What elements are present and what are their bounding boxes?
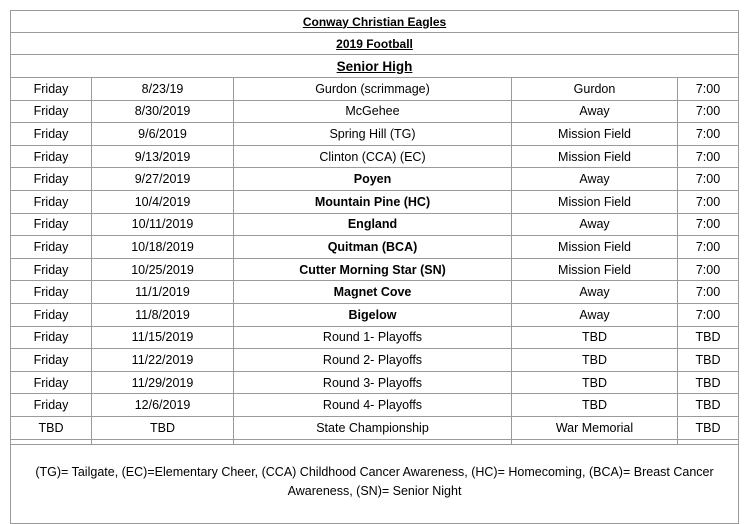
schedule-row <box>11 281 739 304</box>
game-time: TBD <box>678 371 739 394</box>
game-opponent: Bigelow <box>234 303 512 326</box>
game-location: TBD <box>512 326 678 349</box>
game-location: Away <box>512 213 678 236</box>
game-day: Friday <box>11 145 92 168</box>
game-location: War Memorial <box>512 416 678 439</box>
game-day: Friday <box>11 78 92 101</box>
game-date: TBD <box>92 416 234 439</box>
game-opponent: Gurdon (scrimmage) <box>234 78 512 101</box>
level-title: Senior High <box>11 55 739 78</box>
game-day: Friday <box>11 213 92 236</box>
game-date: 11/1/2019 <box>92 281 234 304</box>
game-opponent: McGehee <box>234 100 512 123</box>
game-date: 11/22/2019 <box>92 349 234 372</box>
schedule-row <box>11 371 739 394</box>
game-day: Friday <box>11 123 92 146</box>
schedule-row <box>11 326 739 349</box>
legend-row <box>11 444 739 523</box>
game-date: 11/29/2019 <box>92 371 234 394</box>
school-title: Conway Christian Eagles <box>11 11 739 33</box>
game-date: 11/8/2019 <box>92 303 234 326</box>
game-time: 7:00 <box>678 145 739 168</box>
game-opponent: Round 1- Playoffs <box>234 326 512 349</box>
game-opponent: Poyen <box>234 168 512 191</box>
game-location: TBD <box>512 371 678 394</box>
schedule-row <box>11 394 739 417</box>
game-time: TBD <box>678 394 739 417</box>
game-time: 7:00 <box>678 213 739 236</box>
game-time: 7:00 <box>678 303 739 326</box>
schedule-table <box>10 10 739 524</box>
schedule-row <box>11 145 739 168</box>
game-date: 9/6/2019 <box>92 123 234 146</box>
game-time: 7:00 <box>678 258 739 281</box>
schedule-row <box>11 168 739 191</box>
schedule-row <box>11 236 739 259</box>
game-opponent: Clinton (CCA) (EC) <box>234 145 512 168</box>
game-day: TBD <box>11 416 92 439</box>
game-location: Away <box>512 303 678 326</box>
game-location: TBD <box>512 349 678 372</box>
schedule-row <box>11 303 739 326</box>
game-time: 7:00 <box>678 123 739 146</box>
game-date: 9/27/2019 <box>92 168 234 191</box>
game-date: 10/4/2019 <box>92 190 234 213</box>
game-time: 7:00 <box>678 281 739 304</box>
game-location: Mission Field <box>512 145 678 168</box>
game-date: 11/15/2019 <box>92 326 234 349</box>
game-opponent: Spring Hill (TG) <box>234 123 512 146</box>
game-location: Mission Field <box>512 258 678 281</box>
game-time: 7:00 <box>678 78 739 101</box>
game-opponent: Quitman (BCA) <box>234 236 512 259</box>
game-day: Friday <box>11 100 92 123</box>
game-date: 10/25/2019 <box>92 258 234 281</box>
game-time: 7:00 <box>678 190 739 213</box>
game-opponent: Round 4- Playoffs <box>234 394 512 417</box>
game-location: TBD <box>512 394 678 417</box>
game-date: 10/18/2019 <box>92 236 234 259</box>
game-day: Friday <box>11 281 92 304</box>
game-opponent: Round 3- Playoffs <box>234 371 512 394</box>
game-day: Friday <box>11 190 92 213</box>
game-date: 9/13/2019 <box>92 145 234 168</box>
game-day: Friday <box>11 258 92 281</box>
game-location: Away <box>512 281 678 304</box>
game-date: 8/23/19 <box>92 78 234 101</box>
schedule-row <box>11 78 739 101</box>
schedule-sheet <box>10 10 738 524</box>
game-time: TBD <box>678 416 739 439</box>
game-opponent: State Championship <box>234 416 512 439</box>
game-location: Mission Field <box>512 190 678 213</box>
game-day: Friday <box>11 349 92 372</box>
game-day: Friday <box>11 303 92 326</box>
game-opponent: Cutter Morning Star (SN) <box>234 258 512 281</box>
game-location: Mission Field <box>512 123 678 146</box>
game-opponent: Magnet Cove <box>234 281 512 304</box>
game-time: TBD <box>678 326 739 349</box>
game-location: Mission Field <box>512 236 678 259</box>
game-location: Away <box>512 100 678 123</box>
game-opponent: Mountain Pine (HC) <box>234 190 512 213</box>
game-opponent: England <box>234 213 512 236</box>
game-day: Friday <box>11 394 92 417</box>
schedule-row <box>11 100 739 123</box>
schedule-row <box>11 190 739 213</box>
game-day: Friday <box>11 371 92 394</box>
game-day: Friday <box>11 236 92 259</box>
game-time: TBD <box>678 349 739 372</box>
game-date: 10/11/2019 <box>92 213 234 236</box>
game-time: 7:00 <box>678 168 739 191</box>
game-location: Away <box>512 168 678 191</box>
schedule-row <box>11 123 739 146</box>
game-time: 7:00 <box>678 100 739 123</box>
schedule-row <box>11 213 739 236</box>
game-day: Friday <box>11 168 92 191</box>
season-title: 2019 Football <box>11 33 739 55</box>
game-opponent: Round 2- Playoffs <box>234 349 512 372</box>
game-time: 7:00 <box>678 236 739 259</box>
schedule-row <box>11 416 739 439</box>
legend-text: (TG)= Tailgate, (EC)=Elementary Cheer, (CCA) Childhood Cancer Awareness, (HC)= Homecoming, (BCA)= Breast Cancer Awareness, (SN)= Senior Night <box>11 444 739 523</box>
schedule-row <box>11 258 739 281</box>
game-day: Friday <box>11 326 92 349</box>
schedule-row <box>11 349 739 372</box>
game-date: 12/6/2019 <box>92 394 234 417</box>
game-date: 8/30/2019 <box>92 100 234 123</box>
game-location: Gurdon <box>512 78 678 101</box>
